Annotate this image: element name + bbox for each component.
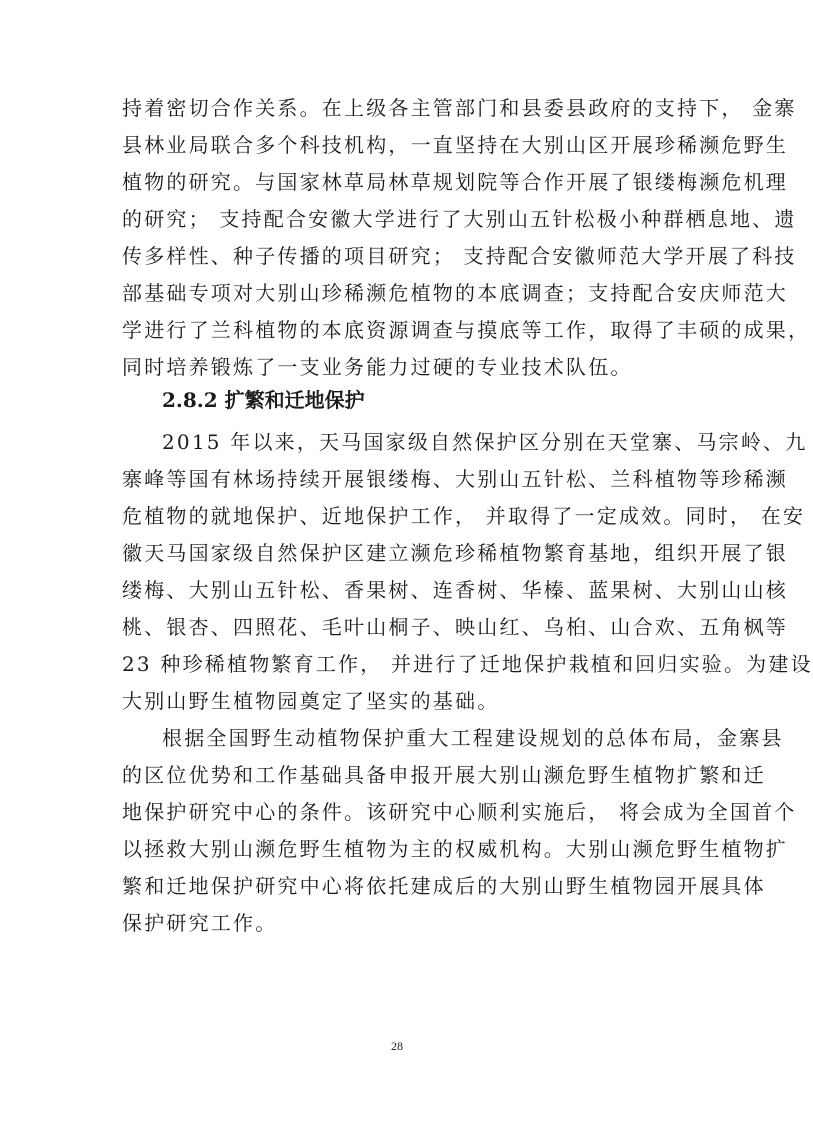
- paragraph-line: 部基础专项对大别山珍稀濒危植物的本底调查；支持配合安庆师范大: [122, 281, 788, 305]
- paragraph-line: 大别山野生植物园奠定了坚实的基础。: [122, 689, 500, 713]
- paragraph-line: 缕梅、大别山五针松、香果树、连香树、华榛、蓝果树、大别山山核: [122, 578, 788, 602]
- paragraph-line: 根据全国野生动植物保护重大工程建设规划的总体布局，金寨县: [162, 726, 784, 750]
- paragraph-line: 徽天马国家级自然保护区建立濒危珍稀植物繁育基地，组织开展了银: [122, 541, 788, 565]
- paragraph-line: 寨峰等国有林场持续开展银缕梅、大别山五针松、兰科植物等珍稀濒: [122, 467, 788, 491]
- section-heading: 2.8.2 扩繁和迁地保护: [162, 388, 365, 412]
- paragraph-line: 地保护研究中心的条件。该研究中心顺利实施后， 将会成为全国首个: [122, 800, 797, 824]
- paragraph-line: 繁和迁地保护研究中心将依托建成后的大别山野生植物园开展具体: [122, 874, 766, 898]
- paragraph-line: 同时培养锻炼了一支业务能力过硬的专业技术队伍。: [122, 355, 633, 379]
- paragraph-line: 持着密切合作关系。在上级各主管部门和县委县政府的支持下， 金寨: [122, 96, 797, 120]
- paragraph-line: 的区位优势和工作基础具备申报开展大别山濒危野生植物扩繁和迁: [122, 763, 766, 787]
- paragraph-line: 县林业局联合多个科技机构，一直坚持在大别山区开展珍稀濒危野生: [122, 133, 788, 157]
- paragraph-line: 桃、银杏、四照花、毛叶山桐子、映山红、乌桕、山合欢、五角枫等: [122, 615, 788, 639]
- paragraph-line: 2015 年以来，天马国家级自然保护区分别在天堂寨、马宗岭、九: [162, 430, 808, 454]
- page-number: 28: [391, 1039, 403, 1053]
- paragraph-line: 保护研究工作。: [122, 911, 278, 935]
- paragraph-line: 植物的研究。与国家林草局林草规划院等合作开展了银缕梅濒危机理: [122, 170, 788, 194]
- paragraph-line: 学进行了兰科植物的本底资源调查与摸底等工作，取得了丰硕的成果，: [122, 318, 811, 342]
- paragraph-line: 以拯救大别山濒危野生植物为主的权威机构。大别山濒危野生植物扩: [122, 837, 788, 861]
- paragraph-line: 23 种珍稀植物繁育工作， 并进行了迁地保护栽植和回归实验。为建设: [122, 652, 813, 676]
- paragraph-line: 危植物的就地保护、近地保护工作， 并取得了一定成效。同时， 在安: [122, 504, 806, 528]
- paragraph-line: 传多样性、种子传播的项目研究； 支持配合安徽师范大学开展了科技: [122, 244, 797, 268]
- paragraph-line: 的研究； 支持配合安徽大学进行了大别山五针松极小种群栖息地、遗: [122, 207, 797, 231]
